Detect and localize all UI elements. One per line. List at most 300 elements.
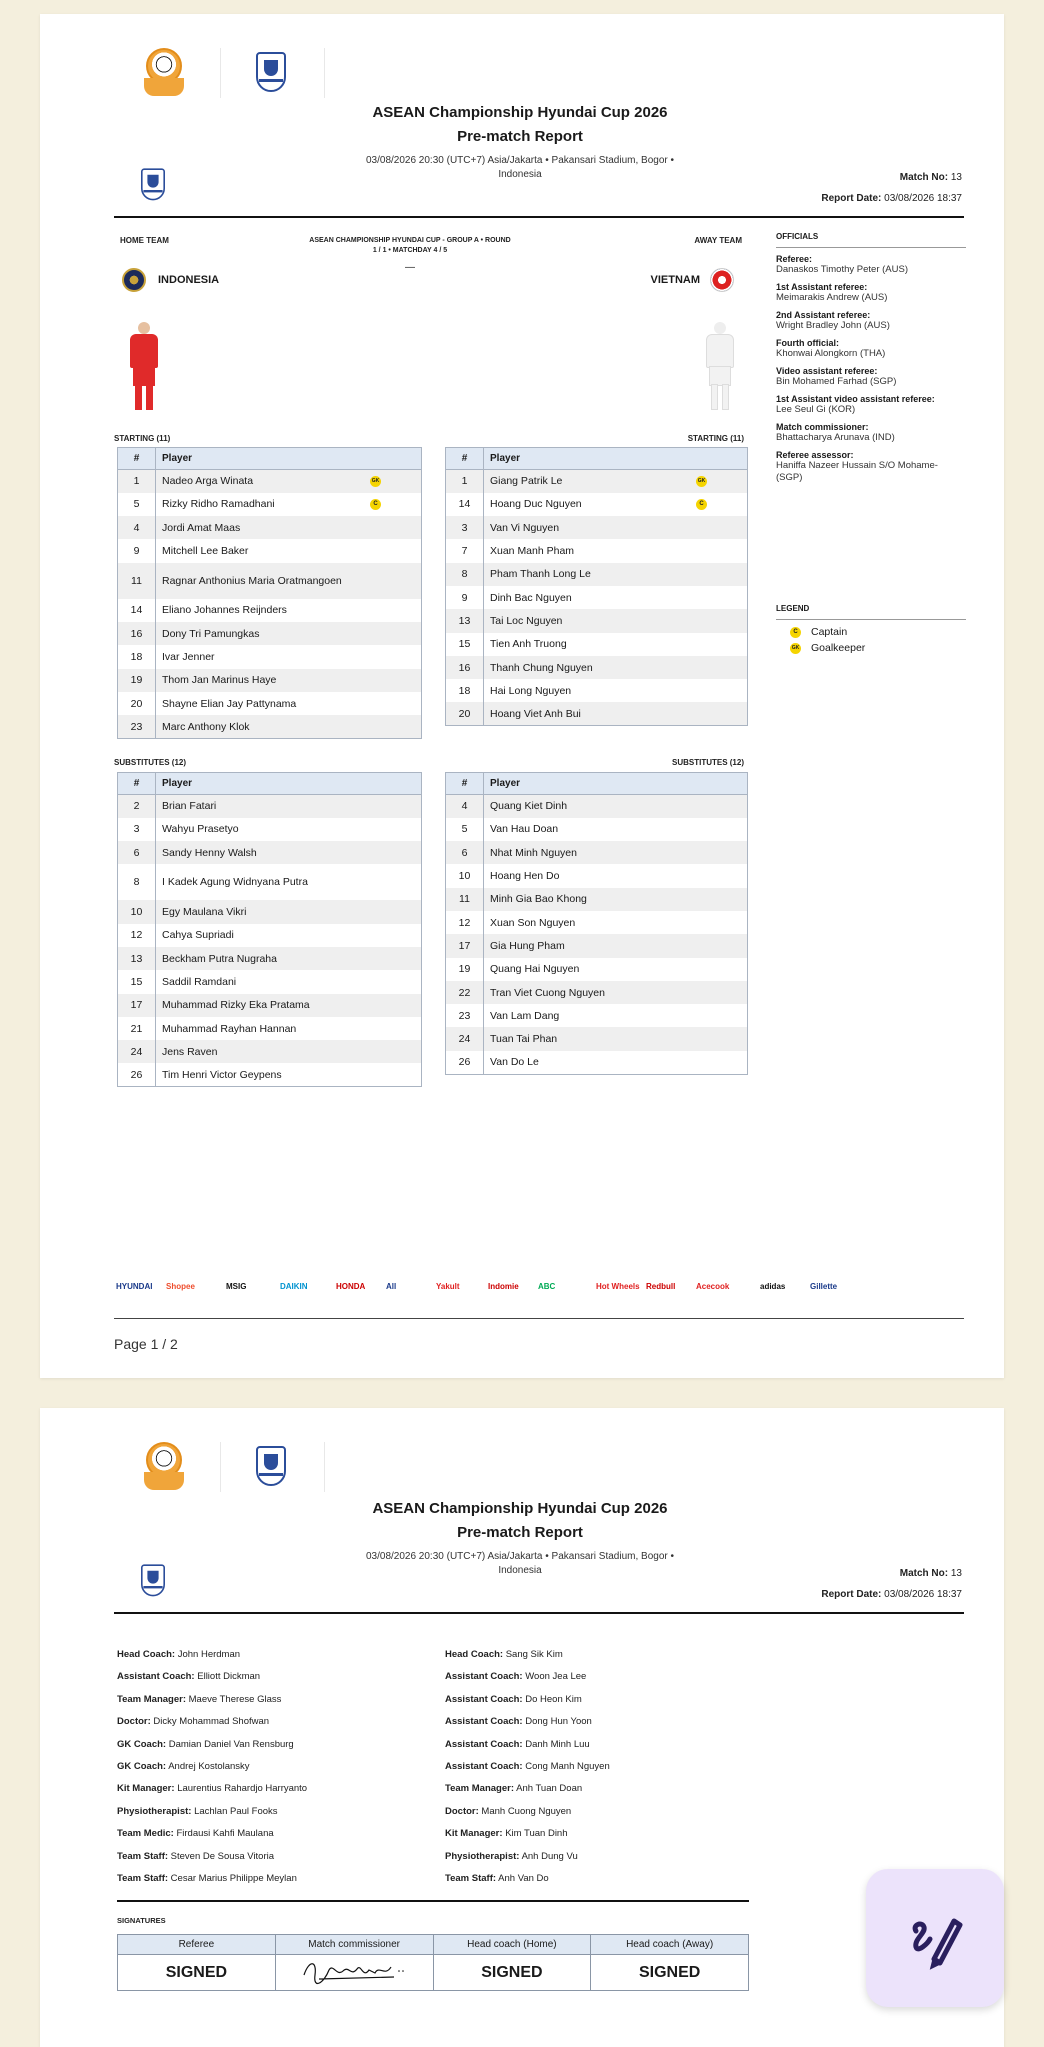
legend-rule: [776, 619, 966, 620]
staff-role: Physiotherapist:: [117, 1805, 192, 1817]
logo-divider: [220, 1442, 221, 1492]
sponsor-logo: Redbull: [646, 1282, 676, 1291]
player-number: 15: [118, 970, 156, 993]
player-cell: [156, 622, 422, 645]
official-entry: [776, 394, 966, 416]
player-name: Thom Jan Marinus Haye: [162, 674, 277, 687]
table-row: [118, 470, 422, 493]
player-number: 14: [118, 599, 156, 622]
player-cell: [484, 888, 748, 911]
player-number: 3: [118, 818, 156, 841]
player-number: 19: [118, 669, 156, 692]
player-name: Tien Anh Truong: [490, 638, 567, 651]
player-cell: [156, 599, 422, 622]
staff-name: Sang Sik Kim: [505, 1649, 563, 1660]
player-number: 9: [446, 586, 484, 609]
cup-logo-icon: [254, 52, 288, 96]
staff-entry: [117, 1756, 307, 1778]
federation-logo-icon: [144, 1442, 184, 1492]
staff-role: Doctor:: [445, 1805, 479, 1817]
staff-entry: [117, 1666, 307, 1688]
sig-header-away-coach: Head coach (Away): [591, 1935, 749, 1955]
cup-logo-icon: [254, 1446, 288, 1490]
player-name: Dinh Bac Nguyen: [490, 591, 572, 604]
player-cell: [484, 1004, 748, 1027]
player-cell: [156, 795, 422, 818]
cup-logo-icon: [139, 168, 166, 203]
staff-role: Team Staff:: [117, 1850, 169, 1862]
col-header-number: #: [118, 448, 156, 470]
sponsor-logo: All: [386, 1282, 397, 1291]
official-role: Referee:: [776, 254, 813, 264]
player-name: Mitchell Lee Baker: [162, 545, 249, 558]
player-name: Shayne Elian Jay Pattynama: [162, 697, 297, 710]
player-cell: [484, 493, 748, 516]
staff-role: Head Coach:: [445, 1649, 504, 1660]
player-number: 18: [118, 645, 156, 668]
official-role: Referee assessor:: [776, 450, 854, 460]
player-number: 13: [118, 947, 156, 970]
official-role: Fourth official:: [776, 338, 839, 348]
player-cell: [156, 924, 422, 947]
player-number: 13: [446, 609, 484, 632]
staff-name: Anh Dung Vu: [521, 1850, 578, 1862]
legend-heading: LEGEND: [776, 604, 810, 613]
sponsor-logo: Acecook: [696, 1282, 730, 1291]
player-cell: [156, 994, 422, 1017]
table-row: [446, 981, 748, 1004]
col-header-number: #: [446, 448, 484, 470]
staff-name: Laurentius Rahardjo Harryanto: [177, 1783, 308, 1795]
player-cell: [484, 633, 748, 656]
official-entry: [776, 254, 966, 276]
player-name: Ivar Jenner: [162, 650, 215, 663]
official-name: Danaskos Timothy Peter (AUS): [776, 264, 908, 275]
player-name: Ragnar Anthonius Maria Oratmangoen: [162, 574, 342, 587]
goalkeeper-badge: GK: [696, 476, 707, 487]
official-entry: [776, 310, 966, 332]
player-cell: [156, 970, 422, 993]
datetime-venue: 03/08/2026 20:30 (UTC+7) Asia/Jakarta • Pakansari Stadium, Bogor • Indonesia: [365, 155, 674, 180]
official-role: Video assistant referee:: [776, 366, 878, 376]
table-row: [446, 493, 748, 516]
player-cell: [484, 981, 748, 1004]
header-rule: [114, 1612, 964, 1614]
player-number: 2: [118, 795, 156, 818]
player-number: 18: [446, 679, 484, 702]
staff-name: John Herdman: [177, 1649, 241, 1660]
player-cell: [484, 841, 748, 864]
staff-role: Physiotherapist:: [445, 1850, 520, 1862]
player-number: 4: [118, 516, 156, 539]
sig-header-commissioner: Match commissioner: [275, 1935, 433, 1955]
official-entry: [776, 450, 966, 484]
table-row: [446, 656, 748, 679]
player-number: 12: [118, 924, 156, 947]
table-row: [118, 947, 422, 970]
staff-entry: [117, 1778, 307, 1800]
sponsor-logo: Indomie: [488, 1282, 519, 1291]
score: —: [405, 262, 415, 273]
player-cell: [156, 818, 422, 841]
player-number: 10: [118, 900, 156, 923]
player-name: Minh Gia Bao Khong: [490, 893, 587, 906]
home-subs-label: SUBSTITUTES (12): [114, 758, 187, 767]
player-cell: [484, 864, 748, 887]
player-number: 10: [446, 864, 484, 887]
table-row: [446, 911, 748, 934]
home-starting-label: STARTING (11): [114, 434, 171, 443]
official-role: Match commissioner:: [776, 422, 869, 432]
officials-heading: OFFICIALS: [776, 232, 819, 241]
official-name: Lee Seul Gi (KOR): [776, 404, 856, 415]
captain-badge: C: [696, 499, 707, 510]
edit-fab-button[interactable]: [866, 1869, 1004, 2007]
official-name: Meimarakis Andrew (AUS): [776, 292, 888, 303]
away-starting-label: STARTING (11): [687, 434, 744, 443]
player-number: 9: [118, 539, 156, 562]
staff-entry: [117, 1823, 307, 1845]
staff-role: Assistant Coach:: [117, 1671, 195, 1683]
official-entry: [776, 366, 966, 388]
table-row: [118, 645, 422, 668]
col-header-number: #: [446, 773, 484, 795]
player-cell: [156, 493, 422, 516]
player-name: Tai Loc Nguyen: [490, 614, 563, 627]
report-subtitle: Pre-match Report: [457, 128, 583, 145]
player-cell: [484, 656, 748, 679]
player-cell: [156, 692, 422, 715]
table-row: [118, 1040, 422, 1063]
player-cell: [156, 669, 422, 692]
staff-role: Kit Manager:: [445, 1828, 503, 1840]
sponsor-logo: ABC: [538, 1282, 556, 1291]
table-row: [446, 841, 748, 864]
table-row: [446, 470, 748, 493]
col-header-number: #: [118, 773, 156, 795]
player-cell: [484, 958, 748, 981]
staff-role: Team Staff:: [445, 1873, 497, 1885]
sig-commissioner: [275, 1955, 433, 1991]
player-name: Quang Hai Nguyen: [490, 963, 580, 976]
player-name: Xuan Manh Pham: [490, 545, 575, 558]
staff-role: Kit Manager:: [117, 1783, 175, 1795]
staff-role: Head Coach:: [117, 1649, 176, 1660]
report-title: ASEAN Championship Hyundai Cup 2026: [372, 104, 668, 121]
staff-name: Kim Tuan Dinh: [505, 1828, 568, 1840]
staff-role: Assistant Coach:: [445, 1671, 523, 1683]
player-number: 12: [446, 911, 484, 934]
staff-role: GK Coach:: [117, 1738, 167, 1750]
staff-role: Assistant Coach:: [445, 1738, 523, 1750]
datetime-venue: 03/08/2026 20:30 (UTC+7) Asia/Jakarta • Pakansari Stadium, Bogor • Indonesia: [365, 1551, 674, 1576]
player-name: Quang Kiet Dinh: [490, 800, 568, 813]
report-date: Report Date: 03/08/2026 18:37: [821, 193, 962, 204]
player-name: Tran Viet Cuong Nguyen: [490, 986, 605, 999]
player-cell: [156, 841, 422, 864]
player-cell: [484, 911, 748, 934]
sponsor-logo: HYUNDAI: [116, 1282, 153, 1291]
player-name: Hoang Hen Do: [490, 870, 560, 883]
official-name: Wright Bradley John (AUS): [776, 320, 890, 331]
home-kit-icon: [124, 322, 164, 412]
player-name: Cahya Supriadi: [162, 929, 234, 942]
player-name: Thanh Chung Nguyen: [490, 661, 593, 674]
staff-role: Team Manager:: [445, 1783, 514, 1795]
col-header-player: Player: [484, 773, 748, 795]
player-name: Saddil Ramdani: [162, 975, 237, 988]
player-name: Wahyu Prasetyo: [162, 823, 239, 836]
staff-name: Firdausi Kahfi Maulana: [176, 1828, 274, 1840]
table-row: [118, 795, 422, 818]
player-number: 5: [118, 493, 156, 516]
table-row: [118, 924, 422, 947]
table-row: [446, 864, 748, 887]
sig-away-coach: SIGNED: [591, 1955, 749, 1991]
table-row: [446, 539, 748, 562]
player-cell: [156, 645, 422, 668]
player-name: Van Do Le: [490, 1056, 539, 1069]
player-number: 26: [446, 1051, 484, 1074]
home-staff-list: [117, 1644, 307, 1890]
signatures-heading: SIGNATURES: [117, 1916, 166, 1925]
player-cell: [484, 934, 748, 957]
player-name: Hai Long Nguyen: [490, 684, 572, 697]
home-team-label: HOME TEAM: [120, 236, 169, 245]
staff-role: Doctor:: [117, 1716, 151, 1728]
staff-entry: [445, 1689, 610, 1711]
signatures-table: [117, 1934, 749, 1991]
table-row: [446, 934, 748, 957]
table-row: [118, 622, 422, 645]
player-name: Beckham Putra Nugraha: [162, 952, 277, 965]
official-name: Haniffa Nazeer Hussain S/O Mohame- (SGP): [776, 460, 938, 483]
staff-entry: [117, 1734, 307, 1756]
table-row: [446, 1051, 748, 1074]
player-cell: [484, 539, 748, 562]
legend-captain: C Captain: [790, 624, 966, 640]
table-row: [446, 702, 748, 725]
table-row: [118, 516, 422, 539]
player-name: Eliano Johannes Reijnders: [162, 604, 287, 617]
player-name: Dony Tri Pamungkas: [162, 627, 260, 640]
staff-entry: [445, 1666, 610, 1688]
home-team-name: INDONESIA: [158, 274, 220, 286]
table-row: [118, 692, 422, 715]
officials-panel: [776, 232, 966, 484]
match-number: Match No: 13: [899, 172, 962, 183]
official-entry: [776, 422, 966, 444]
away-subs-table: [445, 772, 748, 1075]
staff-role: Assistant Coach:: [445, 1761, 523, 1773]
player-number: 8: [118, 864, 156, 900]
player-cell: [484, 586, 748, 609]
player-number: 20: [446, 702, 484, 725]
player-name: I Kadek Agung Widnyana Putra: [162, 876, 308, 889]
official-name: Bhattacharya Arunava (IND): [776, 432, 895, 443]
player-cell: [484, 609, 748, 632]
player-number: 21: [118, 1017, 156, 1040]
player-number: 7: [446, 539, 484, 562]
signatures-rule: [117, 1900, 749, 1902]
report-page-1: [40, 14, 1004, 1378]
table-row: [118, 493, 422, 516]
table-row: [446, 633, 748, 656]
player-name: Rizky Ridho Ramadhani: [162, 498, 275, 511]
player-name: Tim Henri Victor Geypens: [162, 1068, 282, 1081]
player-number: 1: [446, 470, 484, 493]
table-row: [446, 609, 748, 632]
col-header-player: Player: [484, 448, 748, 470]
table-row: [118, 1063, 422, 1086]
official-role: 1st Assistant video assistant referee:: [776, 394, 935, 404]
player-cell: [484, 516, 748, 539]
player-name: Giang Patrik Le: [490, 475, 563, 488]
player-cell: [156, 470, 422, 493]
report-page-2: [40, 1408, 1004, 2047]
official-entry: [776, 338, 966, 360]
player-cell: [156, 539, 422, 562]
player-number: 16: [118, 622, 156, 645]
player-name: Nhat Minh Nguyen: [490, 846, 577, 859]
staff-name: Cong Manh Nguyen: [525, 1761, 610, 1773]
sponsor-logo: adidas: [760, 1282, 786, 1291]
player-cell: [484, 563, 748, 586]
sponsor-logo: Hot Wheels: [596, 1282, 640, 1291]
header-rule: [114, 216, 964, 218]
table-row: [118, 994, 422, 1017]
player-name: Van Vi Nguyen: [490, 521, 560, 534]
staff-role: Assistant Coach:: [445, 1693, 523, 1705]
staff-entry: [445, 1644, 610, 1666]
edit-pen-icon: [866, 1869, 1004, 2007]
table-row: [118, 1017, 422, 1040]
player-name: Marc Anthony Klok: [162, 720, 250, 733]
player-cell: [484, 470, 748, 493]
player-number: 15: [446, 633, 484, 656]
player-number: 24: [118, 1040, 156, 1063]
sig-header-home-coach: Head coach (Home): [433, 1935, 591, 1955]
officials-list: [776, 254, 966, 484]
home-starting-table: [117, 447, 422, 739]
player-name: Brian Fatari: [162, 800, 217, 813]
player-name: Tuan Tai Phan: [490, 1033, 558, 1046]
away-staff-list: [445, 1644, 610, 1890]
staff-entry: [445, 1756, 610, 1778]
table-row: [118, 599, 422, 622]
player-number: 23: [118, 715, 156, 738]
player-number: 1: [118, 470, 156, 493]
staff-name: Danh Minh Luu: [525, 1738, 590, 1750]
captain-badge: C: [370, 499, 381, 510]
table-row: [446, 795, 748, 818]
report-subtitle: Pre-match Report: [457, 1524, 583, 1541]
staff-entry: [445, 1868, 610, 1890]
legend-goalkeeper: GK Goalkeeper: [791, 642, 866, 654]
staff-name: Do Heon Kim: [525, 1693, 582, 1705]
player-name: Gia Hung Pham: [490, 939, 565, 952]
player-name: Van Hau Doan: [490, 823, 559, 836]
table-row: [118, 818, 422, 841]
staff-entry: [117, 1868, 307, 1890]
away-kit-icon: [700, 322, 740, 412]
player-cell: [484, 702, 748, 725]
logo-divider: [324, 48, 325, 98]
player-name: Sandy Henny Walsh: [162, 846, 257, 859]
federation-logo-icon: [144, 48, 184, 98]
competition-info: ASEAN CHAMPIONSHIP HYUNDAI CUP - GROUP A • ROUND 1 / 1 • MATCHDAY 4 / 5: [309, 237, 511, 254]
sponsor-logo: Shopee: [166, 1282, 195, 1291]
home-subs-table: [117, 772, 422, 1087]
sponsor-logo: Gillette: [810, 1282, 838, 1291]
staff-name: Lachlan Paul Fooks: [194, 1805, 278, 1817]
player-cell: [156, 1017, 422, 1040]
footer-rule: [114, 1318, 964, 1319]
staff-name: Woon Jea Lee: [525, 1671, 587, 1683]
staff-entry: [117, 1801, 307, 1823]
staff-role: GK Coach:: [117, 1761, 167, 1773]
staff-role: Assistant Coach:: [445, 1716, 523, 1728]
table-row: [118, 970, 422, 993]
player-name: Jens Raven: [162, 1045, 218, 1058]
player-cell: [156, 1063, 422, 1086]
player-name: Nadeo Arga Winata: [162, 475, 254, 488]
staff-name: Steven De Sousa Vitoria: [170, 1850, 275, 1862]
player-cell: [484, 679, 748, 702]
official-entry: [776, 282, 966, 304]
table-row: [118, 900, 422, 923]
player-number: 14: [446, 493, 484, 516]
player-cell: [156, 947, 422, 970]
player-number: 5: [446, 818, 484, 841]
staff-entry: [445, 1778, 610, 1800]
player-cell: [484, 1051, 748, 1074]
staff-name: Maeve Therese Glass: [188, 1693, 282, 1705]
staff-name: Anh Tuan Doan: [516, 1783, 583, 1795]
col-header-player: Player: [156, 448, 422, 470]
table-row: [446, 958, 748, 981]
player-number: 23: [446, 1004, 484, 1027]
official-name: Bin Mohamed Farhad (SGP): [776, 376, 897, 387]
logo-divider: [324, 1442, 325, 1492]
table-row: [118, 715, 422, 738]
staff-role: Team Medic:: [117, 1828, 174, 1840]
report-title: ASEAN Championship Hyundai Cup 2026: [372, 1500, 668, 1517]
logo-divider: [220, 48, 221, 98]
player-cell: [156, 1040, 422, 1063]
away-team-name: VIETNAM: [650, 274, 700, 286]
player-cell: [156, 715, 422, 738]
official-role: 2nd Assistant referee:: [776, 310, 871, 320]
official-role: 1st Assistant referee:: [776, 282, 868, 292]
staff-entry: [117, 1644, 307, 1666]
player-number: 11: [446, 888, 484, 911]
staff-name: Andrej Kostolansky: [168, 1761, 250, 1773]
match-number: Match No: 13: [899, 1568, 962, 1579]
away-starting-table: [445, 447, 748, 726]
player-number: 6: [446, 841, 484, 864]
table-row: [446, 1004, 748, 1027]
staff-entry: [445, 1846, 610, 1868]
table-row: [446, 818, 748, 841]
table-row: [118, 841, 422, 864]
player-number: 8: [446, 563, 484, 586]
player-number: 6: [118, 841, 156, 864]
table-row: [446, 516, 748, 539]
player-number: 24: [446, 1027, 484, 1050]
player-number: 17: [446, 934, 484, 957]
table-row: [446, 1027, 748, 1050]
